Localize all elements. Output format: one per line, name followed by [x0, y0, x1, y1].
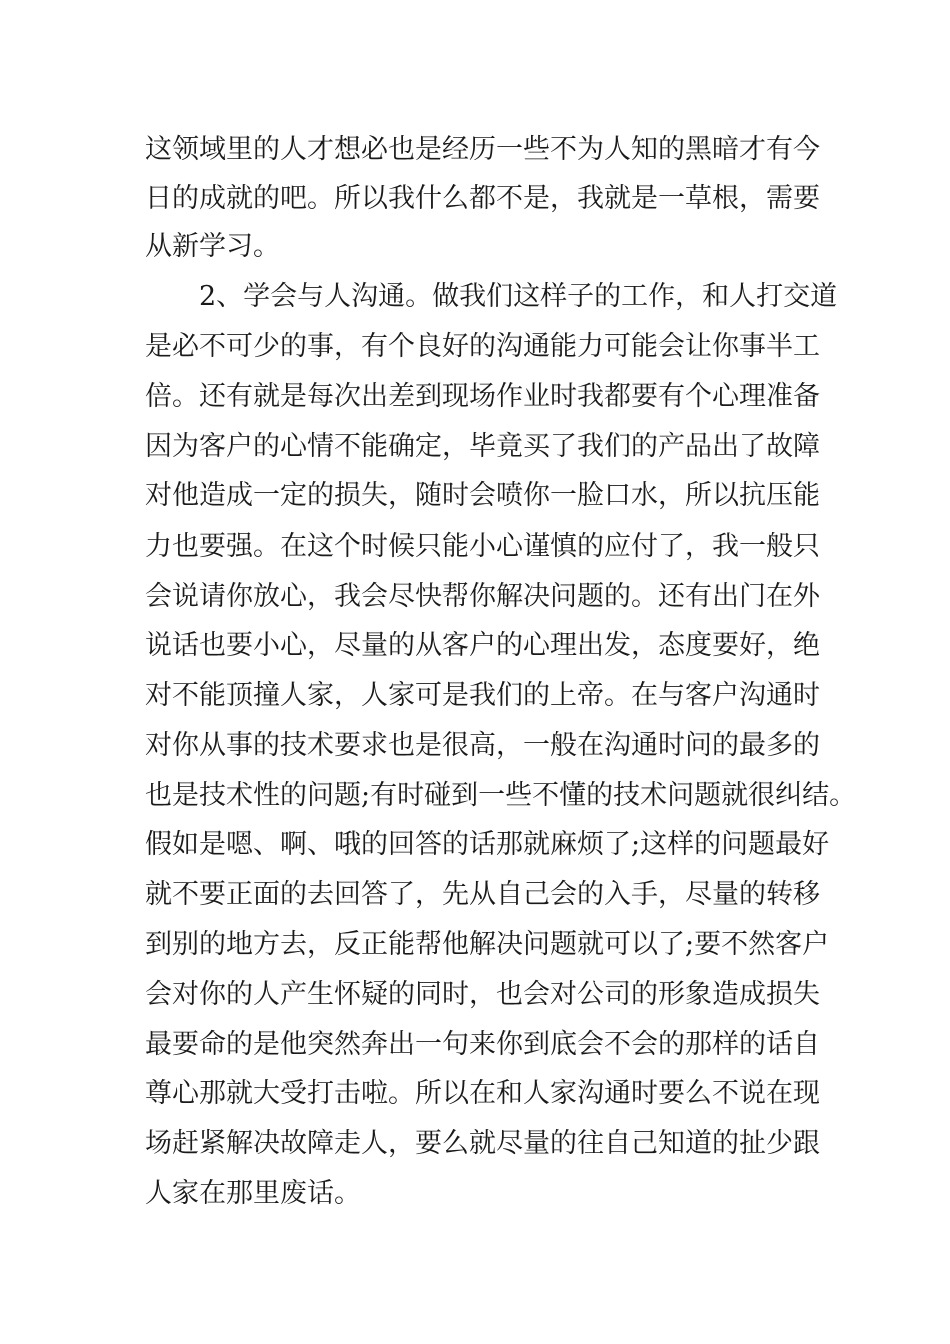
text-line: 2、学会与人沟通。做我们这样子的工作，和人打交道 — [145, 281, 838, 312]
text-line: 对不能顶撞人家，人家可是我们的上帝。在与客户沟通时 — [145, 680, 820, 711]
text-line: 就不要正面的去回答了，先从自己会的入手，尽量的转移 — [145, 879, 820, 910]
text-line: 日的成就的吧。所以我什么都不是，我就是一草根，需要 — [145, 183, 820, 214]
text-line: 会对你的人产生怀疑的同时，也会对公司的形象造成损失 — [145, 979, 820, 1010]
text-line: 会说请你放心，我会尽快帮你解决问题的。还有出门在外 — [145, 581, 820, 612]
text-line: 场赶紧解决故障走人，要么就尽量的往自己知道的扯少跟 — [145, 1128, 820, 1159]
text-line: 从新学习。 — [145, 231, 280, 262]
text-line: 因为客户的心情不能确定，毕竟买了我们的产品出了故障 — [145, 431, 820, 462]
text-line: 力也要强。在这个时候只能小心谨慎的应付了，我一般只 — [145, 531, 820, 562]
text-line: 到别的地方去，反正能帮他解决问题就可以了;要不然客户 — [145, 929, 830, 960]
text-line: 是必不可少的事，有个良好的沟通能力可能会让你事半工 — [145, 331, 820, 362]
text-line: 人家在那里废话。 — [145, 1178, 361, 1209]
text-line: 假如是嗯、啊、哦的回答的话那就麻烦了;这样的问题最好 — [145, 829, 830, 860]
text-line: 最要命的是他突然奔出一句来你到底会不会的那样的话自 — [145, 1029, 820, 1060]
text-line: 这领域里的人才想必也是经历一些不为人知的黑暗才有今 — [145, 134, 820, 165]
text-line: 尊心那就大受打击啦。所以在和人家沟通时要么不说在现 — [145, 1078, 820, 1109]
text-line: 倍。还有就是每次出差到现场作业时我都要有个心理准备 — [145, 381, 820, 412]
text-line: 对你从事的技术要求也是很高，一般在沟通时问的最多的 — [145, 730, 820, 761]
text-line: 也是技术性的问题;有时碰到一些不懂的技术问题就很纠结。 — [145, 780, 857, 811]
text-line: 说话也要小心，尽量的从客户的心理出发，态度要好，绝 — [145, 630, 820, 661]
text-line: 对他造成一定的损失，随时会喷你一脸口水，所以抗压能 — [145, 480, 820, 511]
